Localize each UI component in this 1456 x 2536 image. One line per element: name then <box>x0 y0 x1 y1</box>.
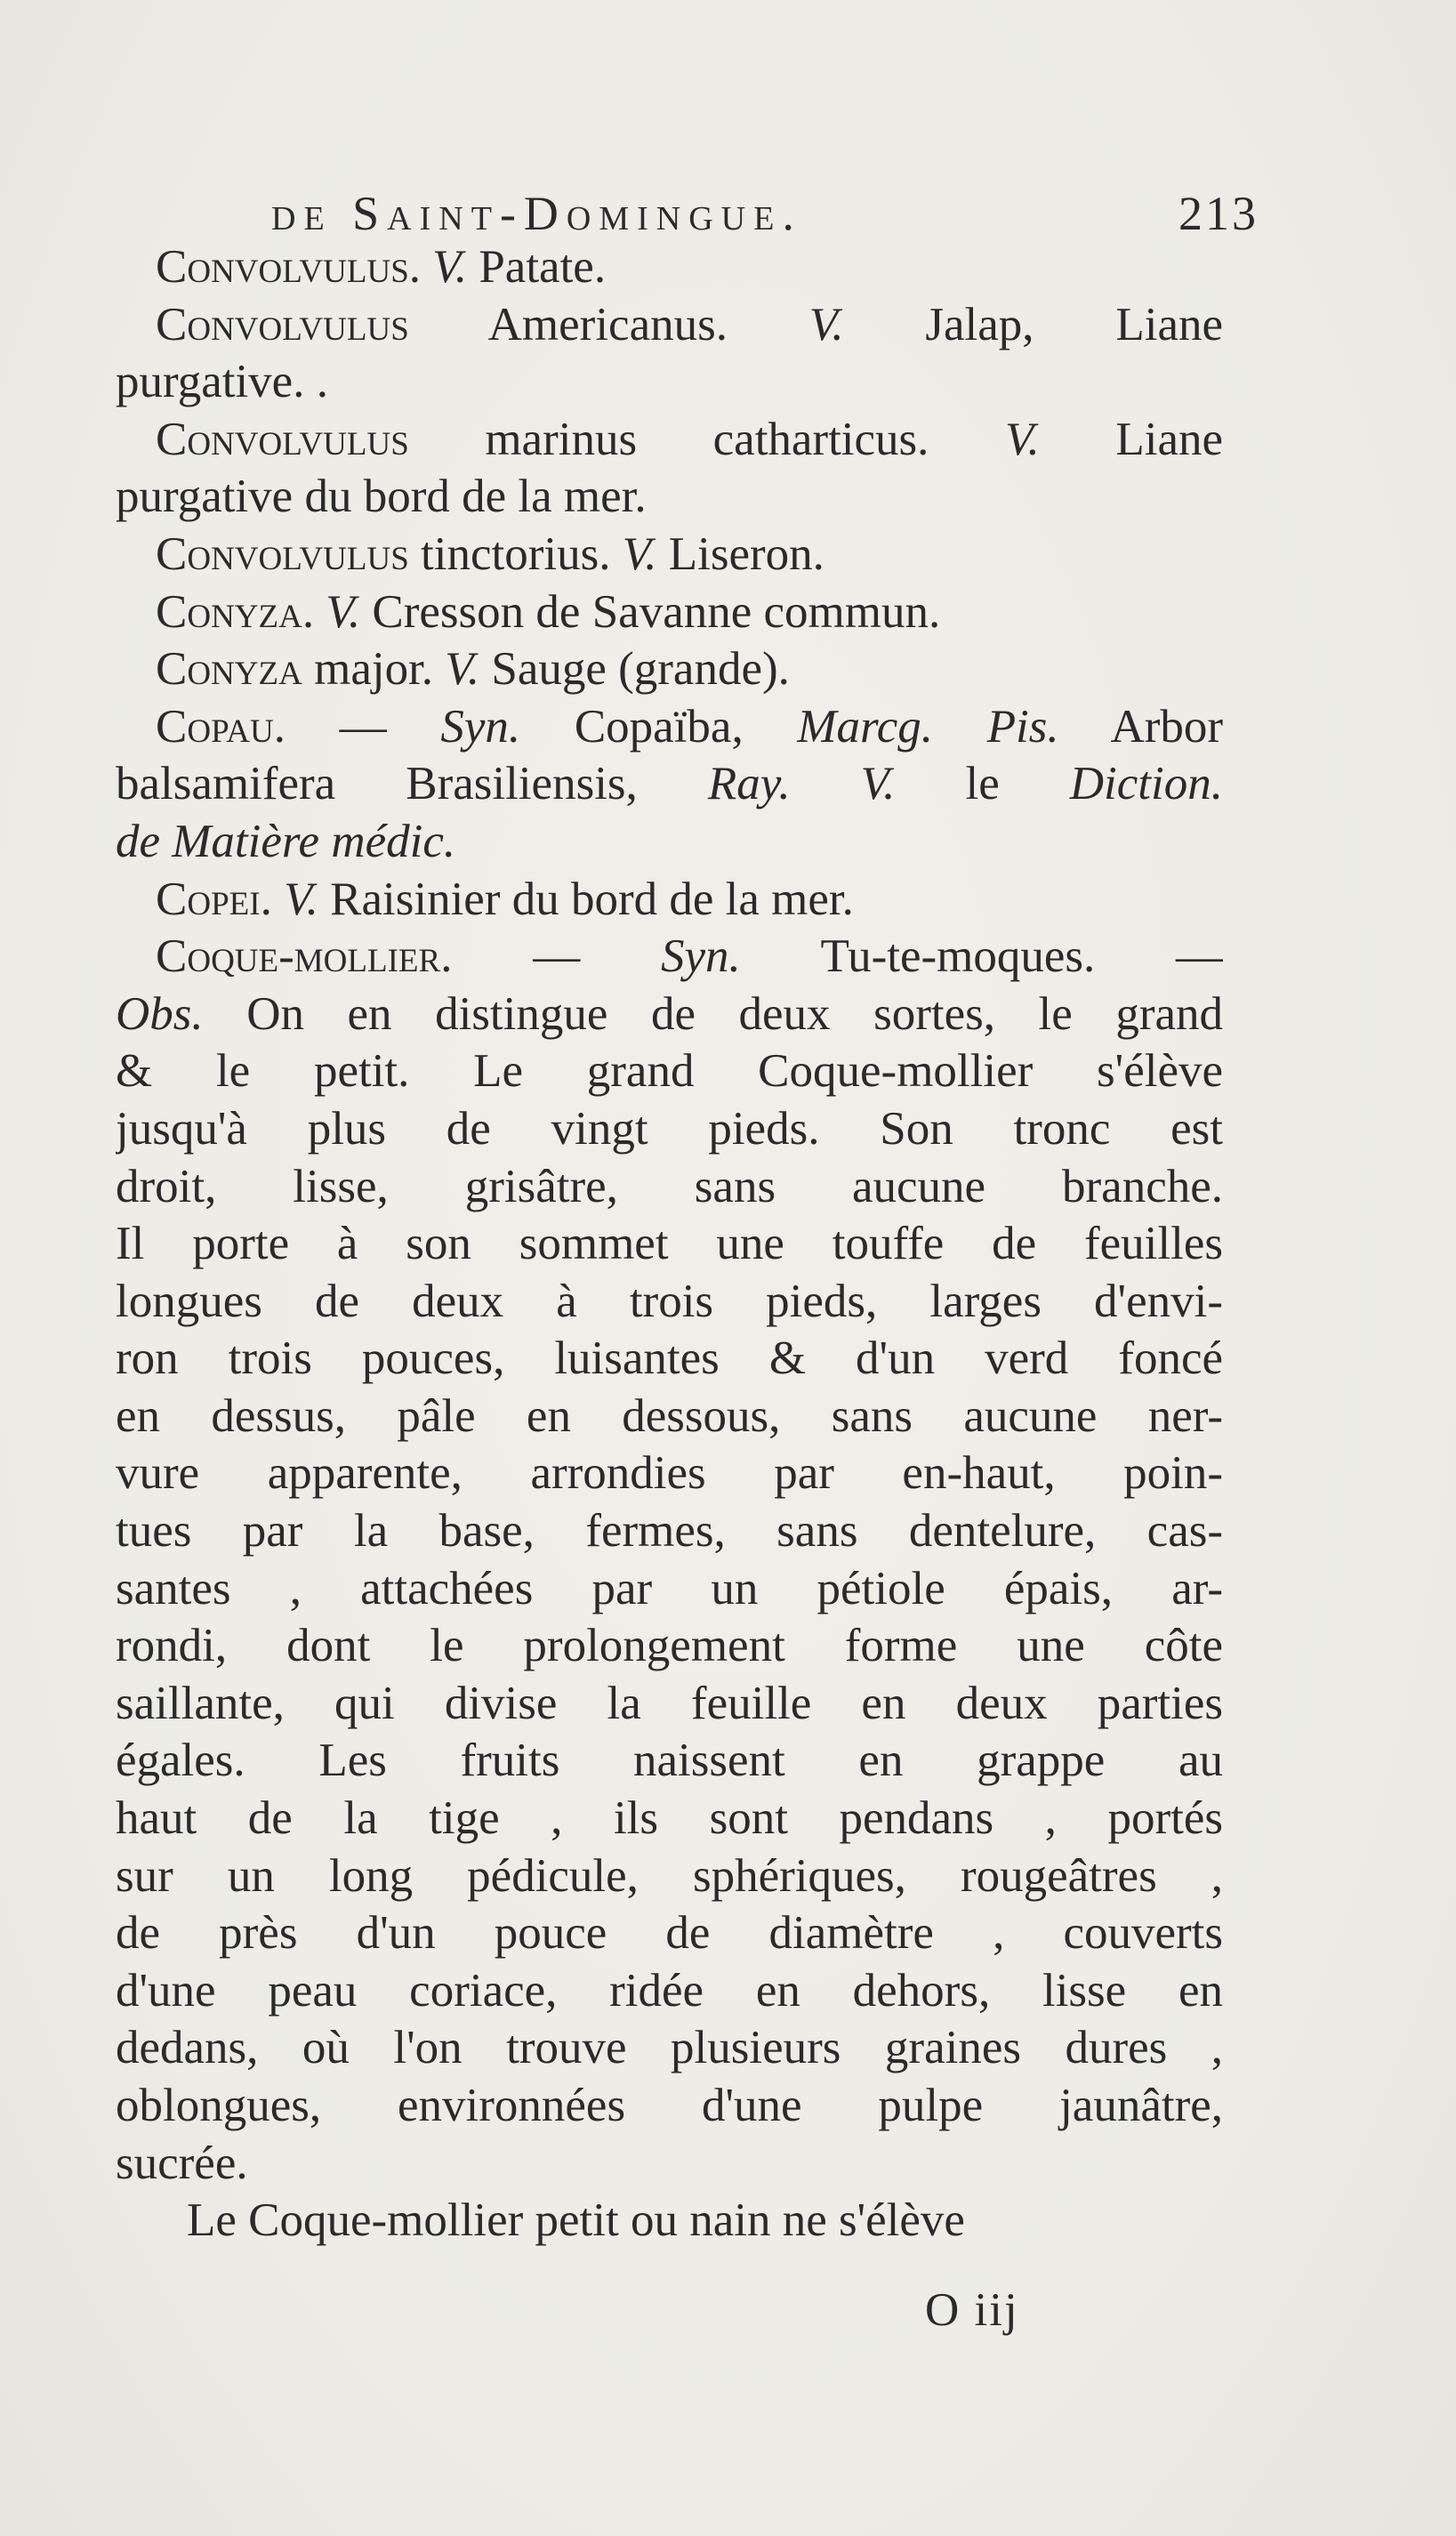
text-line: Conyza major. V. Sauge (grande). <box>156 643 790 696</box>
text-line: sur un long pédicule, sphériques, rougeâtres , <box>116 1849 1223 1902</box>
headword: Convolvulus <box>156 241 409 293</box>
headword: Conyza <box>156 643 302 696</box>
text-line: rondi, dont le prolongement forme une côte <box>116 1620 1223 1672</box>
page-number: 213 <box>1178 187 1259 240</box>
running-head <box>271 182 1259 245</box>
headword: Conyza <box>156 585 302 638</box>
text-line: saillante, qui divise la feuille en deux parties <box>116 1677 1223 1729</box>
italic-abbreviation: V. <box>1005 413 1040 465</box>
text-line: Convolvulus Americanus. V. Jalap, Liane <box>156 298 1223 350</box>
italic-abbreviation: V. <box>808 298 844 350</box>
text-line: haut de la tige , ils sont pendans , portés <box>116 1792 1223 1845</box>
italic-abbreviation: Syn. <box>660 930 741 983</box>
text-line: de près d'un pouce de diamètre , couverts <box>116 1907 1223 1960</box>
italic-abbreviation: de Matière médic. <box>116 815 456 867</box>
signature-mark: O iij <box>925 2284 1019 2336</box>
text-line: Copei. V. Raisinier du bord de la mer. <box>156 873 854 925</box>
headword: Copei <box>156 873 261 925</box>
text-line: vure apparente, arrondies par en-haut, poin- <box>116 1447 1223 1500</box>
italic-abbreviation: Pis. <box>986 700 1059 753</box>
italic-abbreviation: V. <box>326 585 361 638</box>
italic-abbreviation: V. <box>284 873 318 925</box>
text-line: balsamifera Brasiliensis, Ray. V. le Diction. <box>116 758 1223 810</box>
text-line: Convolvulus marinus catharticus. V. Liane <box>156 413 1223 465</box>
text-line: Obs. On en distingue de deux sortes, le grand <box>116 987 1223 1040</box>
italic-abbreviation: Obs. <box>116 987 204 1040</box>
text-line: jusqu'à plus de vingt pieds. Son tronc est <box>116 1102 1223 1155</box>
text-line <box>116 813 1223 871</box>
body-text <box>116 238 1223 2250</box>
text-line: Conyza. V. Cresson de Savanne commun. <box>156 585 941 638</box>
headword: Copau <box>156 700 274 753</box>
text-line: & le petit. Le grand Coque-mollier s'élève <box>116 1045 1223 1098</box>
headword: Convolvulus <box>156 413 409 465</box>
running-title: de Saint-Domingue. <box>271 187 802 240</box>
text-line: longues de deux à trois pieds, larges d'envi- <box>116 1275 1223 1327</box>
italic-abbreviation: V. <box>445 643 480 696</box>
italic-abbreviation: Marcg. <box>797 700 933 753</box>
text-line: Convolvulus. V. Patate. <box>156 241 607 293</box>
text-line: santes , attachées par un pétiole épais, ar- <box>116 1562 1223 1614</box>
italic-abbreviation: Ray. <box>707 758 791 810</box>
italic-abbreviation: V. <box>622 527 657 580</box>
text-line: en dessus, pâle en dessous, sans aucune ner- <box>116 1389 1223 1442</box>
italic-abbreviation: V. <box>432 241 468 293</box>
text-line: tues par la base, fermes, sans dentelure, cas- <box>116 1505 1223 1558</box>
text-line: purgative. . <box>116 356 328 408</box>
text-line: dedans, où l'on trouve plusieurs graines dures , <box>116 2022 1223 2074</box>
italic-abbreviation: V. <box>860 758 896 810</box>
text-line: égales. Les fruits naissent en grappe au <box>116 1735 1223 1787</box>
text-line: Le Coque-mollier petit ou nain ne s'élève <box>187 2194 965 2247</box>
text-line: ron trois pouces, luisantes & d'un verd foncé <box>116 1332 1223 1385</box>
text-line: droit, lisse, grisâtre, sans aucune branche. <box>116 1160 1223 1212</box>
headword: Coque-mollier <box>156 930 441 983</box>
headword: Convolvulus <box>156 298 409 350</box>
text-line: sucrée. <box>116 2137 248 2189</box>
text-line: Il porte à son sommet une touffe de feuilles <box>116 1218 1223 1270</box>
text-line: Coque-mollier. — Syn. Tu-te-moques. — <box>156 930 1223 983</box>
headword: Convolvulus <box>156 527 409 580</box>
text-line: Convolvulus tinctorius. V. Liseron. <box>156 527 825 580</box>
text-line: purgative du bord de la mer. <box>116 471 647 523</box>
text-line: oblongues, environnées d'une pulpe jaunâtre, <box>116 2080 1223 2131</box>
text-line: Copau. — Syn. Copaïba, Marcg. Pis. Arbor <box>156 700 1223 753</box>
text-line: d'une peau coriace, ridée en dehors, lisse en <box>116 1964 1223 2017</box>
italic-abbreviation: Diction. <box>1069 758 1223 810</box>
italic-abbreviation: Syn. <box>440 700 521 753</box>
